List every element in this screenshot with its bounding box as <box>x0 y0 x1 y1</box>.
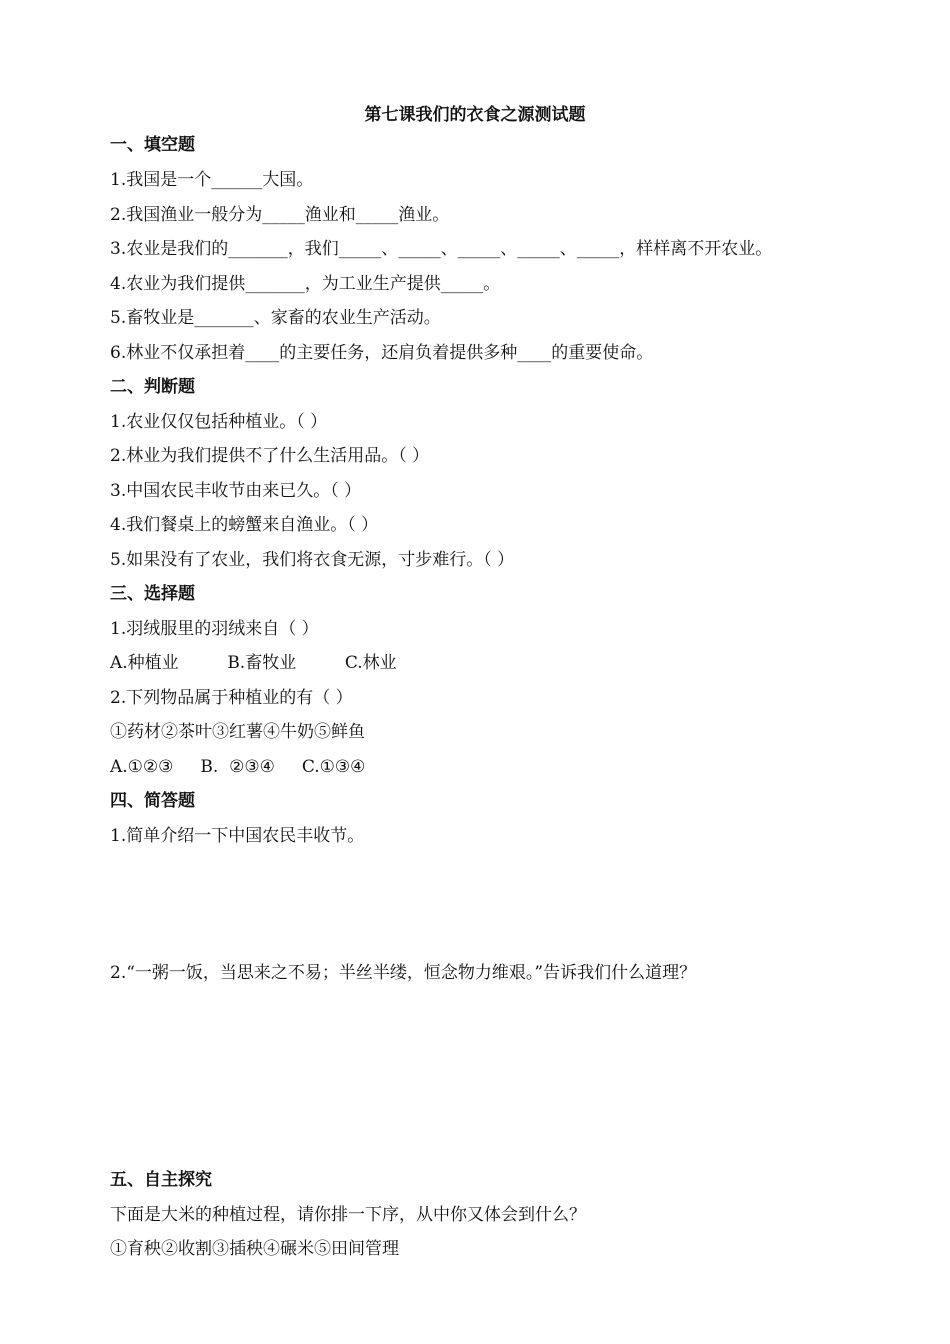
answer-options: A.种植业 B.畜牧业 C.林业 <box>110 653 397 673</box>
question-text: 5.畜牧业是_______、家畜的农业生产活动。 <box>110 308 441 328</box>
question-text: 4.我们餐桌上的螃蟹来自渔业。（ ） <box>110 515 379 535</box>
question-text: 2.我国渔业一般分为_____渔业和_____渔业。 <box>110 205 450 225</box>
document-title: 第七课我们的衣食之源测试题 <box>364 105 586 125</box>
question-text: 1.简单介绍一下中国农民丰收节。 <box>110 826 365 846</box>
question-text: 4.农业为我们提供_______，为工业生产提供_____。 <box>110 274 501 294</box>
question-text: 1.羽绒服里的羽绒来自（ ） <box>110 619 319 639</box>
question-text: 6.林业不仅承担着____的主要任务，还肩负着提供多种____的重要使命。 <box>110 343 654 363</box>
answer-options: A.①②③ B. ②③④ C.①③④ <box>110 757 366 777</box>
section-heading-multiple-choice: 三、选择题 <box>110 584 195 604</box>
section-heading-true-false: 二、判断题 <box>110 377 195 397</box>
question-text: 3.中国农民丰收节由来已久。（ ） <box>110 481 362 501</box>
item-list: ①药材②茶叶③红薯④牛奶⑤鲜鱼 <box>110 722 365 742</box>
section-heading-short-answer: 四、简答题 <box>110 791 195 811</box>
question-text: 2.下列物品属于种植业的有（ ） <box>110 688 353 708</box>
question-text: 2.林业为我们提供不了什么生活用品。（ ） <box>110 446 430 466</box>
section-heading-fill-blank: 一、填空题 <box>110 135 195 155</box>
section-heading-self-exploration: 五、自主探究 <box>110 1170 212 1190</box>
question-text: 1.农业仅仅包括种植业。（ ） <box>110 412 328 432</box>
question-text: 1.我国是一个______大国。 <box>110 170 314 190</box>
question-text: 2.“一粥一饭，当思来之不易；半丝半缕，恒念物力维艰。”告诉我们什么道理？ <box>110 963 697 983</box>
item-list: ①育秧②收割③插秧④碾米⑤田间管理 <box>110 1239 399 1259</box>
question-text: 下面是大米的种植过程，请你排一下序，从中你又体会到什么？ <box>110 1205 586 1225</box>
question-text: 3.农业是我们的_______，我们_____、_____、_____、_____、_____，样样离不开农业。 <box>110 239 773 259</box>
question-text: 5.如果没有了农业，我们将衣食无源，寸步难行。（ ） <box>110 550 515 570</box>
